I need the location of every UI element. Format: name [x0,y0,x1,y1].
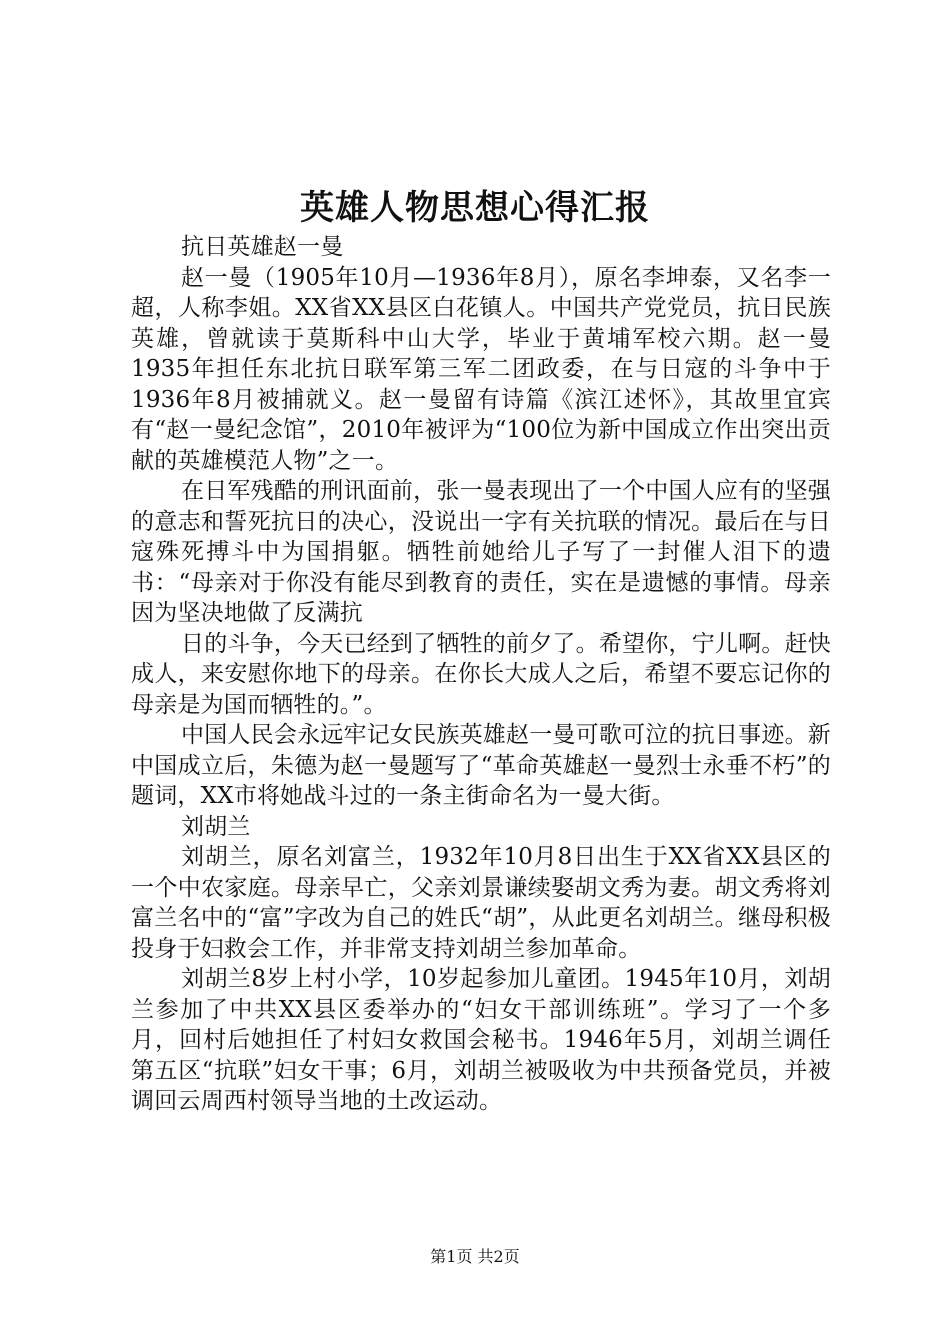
document-body [131,232,831,1117]
paragraph-zhao-interrogation: 在日军残酷的刑讯面前，张一曼表现出了一个中国人应有的坚强的意志和誓死抗日的决心，没说出一字有关抗联的情况。最后在与日寇殊死搏斗中为国捐躯。牺牲前她给儿子写了一封催人泪下的遗书：“母亲对于你没有能尽到教育的责任，实在是遗憾的事情。母亲因为坚决地做了反满抗 [131,478,831,626]
document-title: 英雄人物思想心得汇报 [300,188,650,228]
section-heading-liu-hulan: 刘胡兰 [181,813,251,840]
paragraph-zhao-legacy: 中国人民会永远牢记女民族英雄赵一曼可歌可泣的抗日事迹。新中国成立后，朱德为赵一曼题写了“革命英雄赵一曼烈士永垂不朽”的题词，XX市将她战斗过的一条主街命名为一曼大街。 [131,722,831,809]
page-number-footer: 第1页 共2页 [430,1247,520,1266]
paragraph-zhao-biography: 赵一曼（1905年10月—1936年8月），原名李坤泰，又名李一超，人称李姐。XX省XX县区白花镇人。中国共产党党员，抗日民族英雄，曾就读于莫斯科中山大学，毕业于黄埔军校六期。赵一曼1935年担任东北抗日联军第三军二团政委，在与日寇的斗争中于1936年8月被捕就义。赵一曼留有诗篇《滨江述怀》，其故里宜宾有“赵一曼纪念馆”，2010年被评为“100位为新中国成立作出突出贡献的英雄模范人物”之一。 [131,264,831,474]
paragraph-liu-biography: 刘胡兰，原名刘富兰，1932年10月8日出生于XX省XX县区的一个中农家庭。母亲早亡，父亲刘景谦续娶胡文秀为妻。胡文秀将刘富兰名中的“富”字改为自己的姓氏“胡”，从此更名刘胡兰。继母积极投身于妇救会工作，并非常支持刘胡兰参加革命。 [131,844,831,962]
section-heading-zhao-yiman: 抗日英雄赵一曼 [181,234,344,260]
paragraph-zhao-letter: 日的斗争，今天已经到了牺牲的前夕了。希望你，宁儿啊。赶快成人，来安慰你地下的母亲。在你长大成人之后，希望不要忘记你的母亲是为国而牺牲的。”。 [131,630,831,718]
paragraph-liu-revolution: 刘胡兰8岁上村小学，10岁起参加儿童团。1945年10月，刘胡兰参加了中共XX县区委举办的“妇女干部训练班”。学习了一个多月，回村后她担任了村妇女救国会秘书。1946年5月，刘胡兰调任第五区“抗联”妇女干事；6月，刘胡兰被吸收为中共预备党员，并被调回云周西村领导当地的土改运动。 [131,966,831,1114]
